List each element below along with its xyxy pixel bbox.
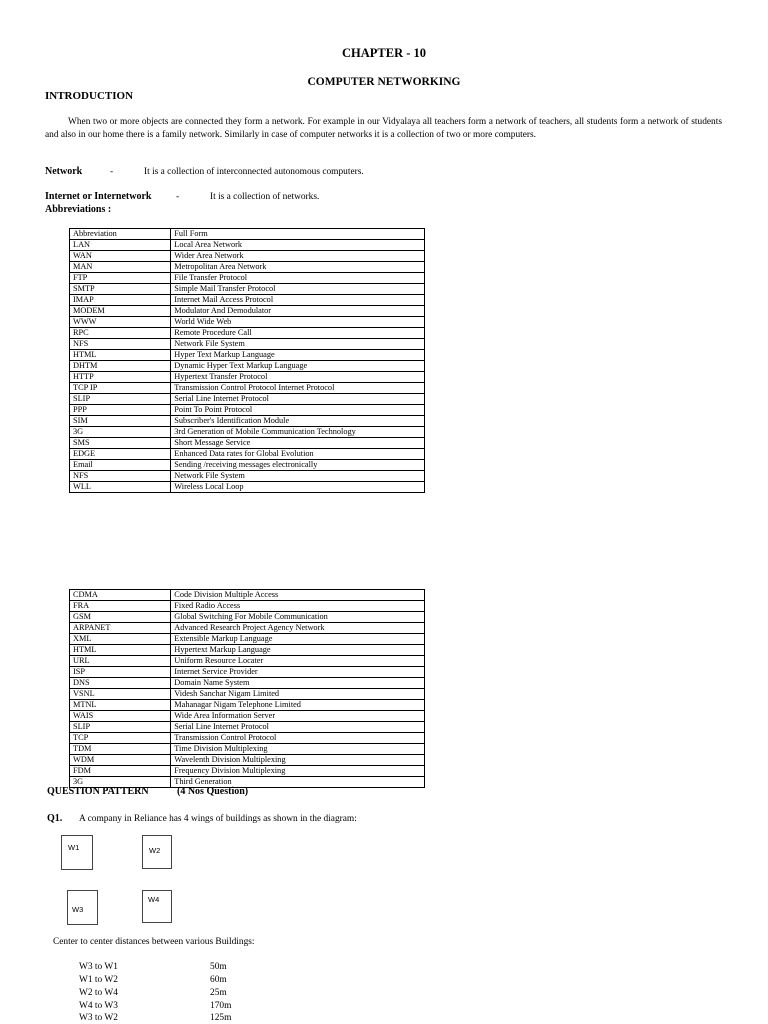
table-row [70,667,425,678]
internet-term: Internet or Internetwork [45,191,152,202]
building-w3 [67,890,98,925]
table-row [70,623,425,634]
table-row [70,416,425,427]
table-row [70,678,425,689]
full-form-cell: Network File System [171,339,425,350]
full-form-cell: Third Generation [171,777,425,788]
abbreviation-cell: SLIP [70,394,171,405]
full-form-cell: Internet Service Provider [171,667,425,678]
full-form-cell: 3rd Generation of Mobile Communication Technology [171,427,425,438]
introduction-heading: INTRODUCTION [45,90,134,102]
table-row [70,328,425,339]
distance-row [79,1001,231,1011]
abbreviation-cell: HTML [70,350,171,361]
abbreviation-cell: ISP [70,667,171,678]
abbreviation-cell: Abbreviation [70,229,171,240]
table-row [70,460,425,471]
internet-dash: - [176,192,180,202]
question-1 [47,813,62,824]
table-row [70,295,425,306]
abbreviation-cell: IMAP [70,295,171,306]
distance-pair: W2 to W4 [79,988,118,998]
table-row [70,427,425,438]
full-form-cell: Transmission Control Protocol [171,733,425,744]
full-form-cell: World Wide Web [171,317,425,328]
distance-pair: W3 to W2 [79,1013,118,1023]
abbreviation-cell: WAIS [70,711,171,722]
full-form-cell: Network File System [171,471,425,482]
table-row [70,262,425,273]
full-form-cell: Videsh Sanchar Nigam Limited [171,689,425,700]
abbreviation-cell: ARPANET [70,623,171,634]
full-form-cell: Hypertext Markup Language [171,645,425,656]
full-form-cell: Metropolitan Area Network [171,262,425,273]
full-form-cell: Wavelenth Division Multiplexing [171,755,425,766]
full-form-cell: Global Switching For Mobile Communication [171,612,425,623]
table-row [70,306,425,317]
table-row [70,273,425,284]
full-form-cell: Short Message Service [171,438,425,449]
table-row [70,372,425,383]
abbreviation-cell: Email [70,460,171,471]
full-form-cell: Modulator And Demodulator [171,306,425,317]
distance-value: 50m [210,962,227,972]
full-form-cell: Dynamic Hyper Text Markup Language [171,361,425,372]
abbreviation-cell: FTP [70,273,171,284]
abbreviation-cell: EDGE [70,449,171,460]
abbreviation-cell: MTNL [70,700,171,711]
building-w4-label: W4 [148,895,160,904]
internet-definition [45,191,151,202]
table-row [70,590,425,601]
table-row [70,361,425,372]
abbreviation-cell: FRA [70,601,171,612]
abbreviations-heading: Abbreviations : [45,204,112,215]
table-row [70,394,425,405]
table-row [70,339,425,350]
distance-value: 60m [210,975,227,985]
full-form-cell: Uniform Resource Locater [171,656,425,667]
abbreviation-cell: TCP [70,733,171,744]
full-form-cell: Simple Mail Transfer Protocol [171,284,425,295]
full-form-cell: Subscriber's Identification Module [171,416,425,427]
abbreviation-cell: PPP [70,405,171,416]
full-form-cell: Hypertext Transfer Protocol [171,372,425,383]
table-row [70,656,425,667]
table-row [70,229,425,240]
table-row [70,405,425,416]
abbreviation-cell: VSNL [70,689,171,700]
full-form-cell: File Transfer Protocol [171,273,425,284]
table-row [70,449,425,460]
table-row [70,645,425,656]
abbreviation-cell: SLIP [70,722,171,733]
abbreviation-cell: URL [70,656,171,667]
table-row [70,284,425,295]
full-form-cell: Mahanagar Nigam Telephone Limited [171,700,425,711]
distance-pair: W3 to W1 [79,962,118,972]
abbreviation-cell: RPC [70,328,171,339]
question-text: A company in Reliance has 4 wings of buildings as shown in the diagram: [79,814,357,824]
table-row [70,733,425,744]
chapter-subtitle: COMPUTER NETWORKING [307,76,461,88]
abbreviation-cell: MAN [70,262,171,273]
abbreviations-table-continued [69,589,425,788]
table-row [70,612,425,623]
full-form-cell: Local Area Network [171,240,425,251]
abbreviation-cell: TCP IP [70,383,171,394]
distance-row [79,975,227,985]
full-form-cell: Extensible Markup Language [171,634,425,645]
distance-pair: W1 to W2 [79,975,118,985]
table-row [70,755,425,766]
abbreviation-cell: WWW [70,317,171,328]
full-form-cell: Enhanced Data rates for Global Evolution [171,449,425,460]
abbreviation-cell: WAN [70,251,171,262]
building-w1 [61,835,93,870]
abbreviation-cell: MODEM [70,306,171,317]
full-form-cell: Fixed Radio Access [171,601,425,612]
question-number: Q1. [47,813,63,824]
abbreviation-cell: SMS [70,438,171,449]
table-row [70,251,425,262]
abbreviation-cell: WDM [70,755,171,766]
table-row [70,601,425,612]
full-form-cell: Hyper Text Markup Language [171,350,425,361]
table-row [70,722,425,733]
table-row [70,766,425,777]
full-form-cell: Sending /receiving messages electronically [171,460,425,471]
full-form-cell: Full Form [171,229,425,240]
question-pattern-label: QUESTION PATTERN [47,786,149,797]
building-w3-label: W3 [72,905,84,914]
abbreviation-cell: TDM [70,744,171,755]
table-row [70,383,425,394]
table-row [70,438,425,449]
table-row [70,744,425,755]
full-form-cell: Wide Area Information Server [171,711,425,722]
abbreviation-cell: GSM [70,612,171,623]
distance-row [79,988,227,998]
abbreviation-cell: LAN [70,240,171,251]
full-form-cell: Transmission Control Protocol Internet Protocol [171,383,425,394]
introduction-paragraph: When two or more objects are connected they form a network. For example in our Vidyalaya all teachers form a network of teachers, all students form a network of students and also in our home there is a family network. Similarly in case of computer networks it is a collection of two or more computers. [45,117,722,140]
full-form-cell: Serial Line Internet Protocol [171,394,425,405]
table-row [70,689,425,700]
full-form-cell: Point To Point Protocol [171,405,425,416]
full-form-cell: Frequency Division Multiplexing [171,766,425,777]
table-row [70,700,425,711]
full-form-cell: Remote Procedure Call [171,328,425,339]
full-form-cell: Advanced Research Project Agency Network [171,623,425,634]
full-form-cell: Time Division Multiplexing [171,744,425,755]
table-row [70,482,425,493]
abbreviation-cell: WLL [70,482,171,493]
table-row [70,350,425,361]
full-form-cell: Internet Mail Access Protocol [171,295,425,306]
full-form-cell: Domain Name System [171,678,425,689]
full-form-cell: Wider Area Network [171,251,425,262]
table-row [70,471,425,482]
table-row [70,711,425,722]
abbreviation-cell: HTTP [70,372,171,383]
abbreviation-cell: SIM [70,416,171,427]
distance-row [79,962,227,972]
abbreviations-table [69,228,425,493]
full-form-cell: Serial Line Internet Protocol [171,722,425,733]
distance-value: 170m [210,1001,232,1011]
abbreviation-cell: SMTP [70,284,171,295]
table-row [70,240,425,251]
abbreviation-cell: CDMA [70,590,171,601]
full-form-cell: Wireless Local Loop [171,482,425,493]
distances-heading: Center to center distances between various Buildings: [53,937,255,947]
distance-value: 125m [210,1013,232,1023]
network-dash: - [110,167,114,177]
table-row [70,634,425,645]
full-form-cell: Code Division Multiple Access [171,590,425,601]
abbreviation-cell: DNS [70,678,171,689]
abbreviation-cell: 3G [70,777,171,788]
distance-row [79,1013,231,1023]
abbreviation-cell: FDM [70,766,171,777]
building-w1-label: W1 [68,843,80,852]
network-definition [45,166,82,177]
chapter-title: CHAPTER - 10 [341,46,427,60]
building-w2 [142,835,172,869]
internet-text: It is a collection of networks. [210,192,320,202]
abbreviation-cell: NFS [70,471,171,482]
abbreviation-cell: 3G [70,427,171,438]
abbreviation-cell: HTML [70,645,171,656]
network-text: It is a collection of interconnected autonomous computers. [144,167,364,177]
distance-pair: W4 to W3 [79,1001,118,1011]
abbreviation-cell: DHTM [70,361,171,372]
table-row [70,317,425,328]
network-term: Network [45,166,83,177]
abbreviation-cell: XML [70,634,171,645]
distance-value: 25m [210,988,227,998]
abbreviation-cell: NFS [70,339,171,350]
building-w2-label: W2 [149,846,161,855]
question-pattern-note: (4 Nos Question) [177,786,249,797]
building-w4 [142,890,172,923]
